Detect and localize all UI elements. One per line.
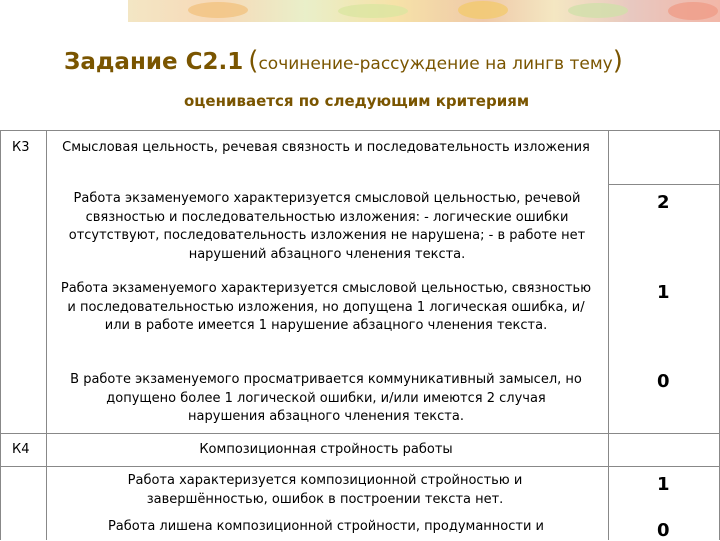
decorative-banner: [128, 0, 720, 22]
criterion-code-k3: К3: [12, 140, 30, 155]
row-separator: [0, 466, 720, 467]
k3-level-1-score: 1: [657, 282, 670, 303]
criterion-title-k3: Смысловая цельность, речевая связность и последовательность изложения: [62, 140, 590, 155]
k4-level-1-score: 1: [657, 474, 670, 495]
slide-title: [64, 46, 623, 76]
banner-decoration: [568, 3, 628, 18]
banner-decoration: [458, 1, 508, 19]
table-border-top: [0, 130, 720, 131]
k3-level-0-description: В работе экзаменуемого просматривается коммуникативный замысел, но допущено более 1 логической ошибки, и/или имеются 2 случая нарушения абзацного членения текста.: [70, 372, 582, 425]
col-separator: [608, 131, 609, 540]
slide-subtitle: оценивается по следующим критериям: [184, 92, 530, 110]
banner-decoration: [188, 2, 248, 18]
row-separator: [0, 433, 720, 434]
title-paren-open: (: [248, 46, 259, 76]
k4-level-0-score: 0: [657, 520, 670, 541]
k3-level-0-score: 0: [657, 371, 670, 392]
title-paren-close: ): [612, 46, 623, 76]
k4-level-1-description: Работа характеризуется композиционной стройностью и завершённостью, ошибок в построении текста нет.: [127, 473, 523, 507]
criterion-code-k4: К4: [12, 442, 30, 457]
k3-level-2-description: Работа экзаменуемого характеризуется смысловой цельностью, речевой связностью и последовательностью изложения: - логические ошибки отсутствуют, последовательность изложения не нарушена; - в работе нет нарушений абзацного членения текста.: [68, 191, 586, 262]
k4-level-0-description: Работа лишена композиционной стройности, продуманности и: [107, 519, 545, 534]
banner-decoration: [338, 4, 408, 18]
title-sub: сочинение-рассуждение на лингв тему: [258, 54, 613, 74]
banner-decoration: [668, 2, 718, 20]
k3-level-2-score: 2: [657, 192, 670, 213]
k3-level-1-description: Работа экзаменуемого характеризуется смысловой цельностью, связностью и последовательностью изложения, но допущена 1 логическая ошибка, и/или в работе имеется 1 нарушение абзацного членения текста.: [60, 281, 592, 334]
title-main: Задание С2.1: [64, 49, 244, 75]
table-border-left: [0, 131, 1, 540]
criterion-title-k4: Композиционная стройность работы: [199, 442, 453, 457]
row-separator: [608, 184, 720, 185]
